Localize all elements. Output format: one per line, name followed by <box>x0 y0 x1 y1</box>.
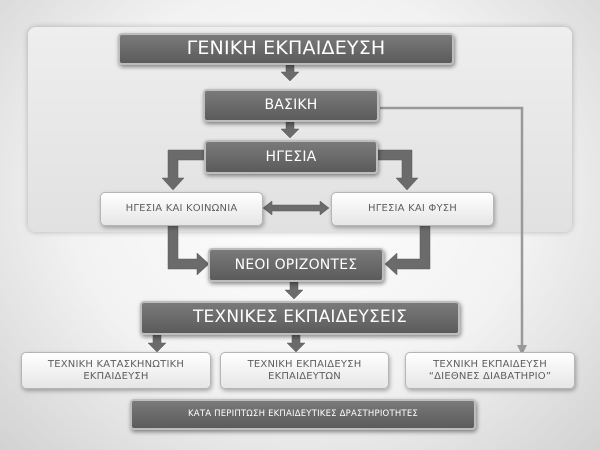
arrow-nature-to-horizons <box>385 226 430 275</box>
arrow-society-to-horizons <box>168 226 209 275</box>
technical-education-box <box>140 301 460 335</box>
leadership-box <box>204 140 378 174</box>
new-horizons-box <box>208 248 384 282</box>
general-education-box <box>118 33 454 65</box>
technical-trainers-box <box>220 352 389 389</box>
general-education-label: ΓΕΝΙΚΗ ΕΚΠΑΙΔΕΥΣΗ <box>186 37 386 60</box>
leadership-society-label: ΗΓΕΣΙΑ ΚΑΙ ΚΟΙΝΩΝΙΑ <box>125 203 238 215</box>
leadership-nature-box <box>331 192 494 226</box>
technical-trainers-line1: ΤΕΧΝΙΚΗ ΕΚΠΑΙΔΕΥΣΗ <box>247 359 362 370</box>
technical-international-box <box>405 352 575 389</box>
technical-camping-line1: ΤΕΧΝΙΚΗ ΚΑΤΑΣΚΗΝΩΤΙΚΗ <box>47 359 185 370</box>
leadership-nature-label: ΗΓΕΣΙΑ ΚΑΙ ΦΥΣΗ <box>367 203 458 215</box>
arrow-technical-to-camping <box>148 335 166 352</box>
technical-education-label: ΤΕΧΝΙΚΕΣ ΕΚΠΑΙΔΕΥΣΕΙΣ <box>192 307 408 328</box>
technical-trainers-line2: ΕΚΠΑΙΔΕΥΤΩΝ <box>268 370 341 382</box>
technical-camping-box <box>21 352 211 389</box>
technical-camping-line2: ΕΚΠΑΙΔΕΥΣΗ <box>83 370 149 382</box>
activities-label: ΚΑΤΑ ΠΕΡΙΠΤΩΣΗ ΕΚΠΑΙΔΕΥΤΙΚΕΣ ΔΡΑΣΤΗΡΙΟΤΗΤΕΣ <box>188 408 418 419</box>
arrow-technical-to-trainers <box>287 335 305 352</box>
new-horizons-label: ΝΕΟΙ ΟΡΙΖΟΝΤΕΣ <box>234 256 358 273</box>
leadership-society-box <box>100 192 263 226</box>
technical-international-line1: ΤΕΧΝΙΚΗ ΕΚΠΑΙΔΕΥΣΗ <box>433 359 547 370</box>
basic-label: ΒΑΣΙΚΗ <box>264 97 318 114</box>
leadership-label: ΗΓΕΣΙΑ <box>265 148 317 165</box>
arrow-horizons-to-technical <box>285 282 303 299</box>
activities-box <box>130 399 476 430</box>
technical-international-line2: “ΔΙΕΘΝΕΣ ΔΙΑΒΑΤΗΡΙΟ” <box>428 370 552 382</box>
basic-box <box>203 89 379 122</box>
